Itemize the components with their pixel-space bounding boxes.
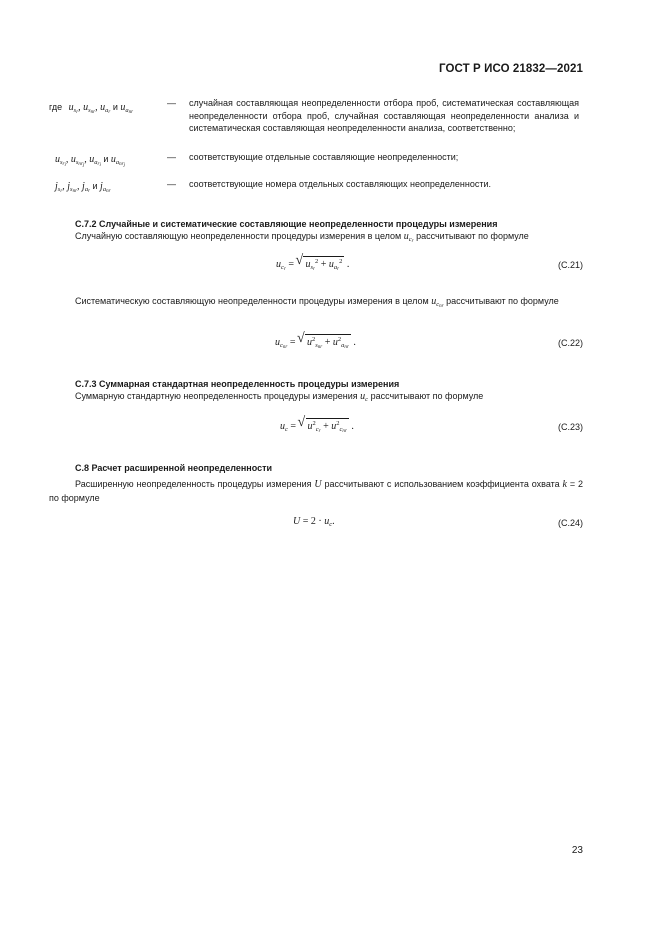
para-c73: Суммарную стандартную неопределенность процедуры измерения $u_c$ рассчитывают по формуле <box>75 391 484 403</box>
equation-number-c22: (C.22) <box>557 338 583 348</box>
def-text-3: соответствующие номера отдельных составляющих неопределенности. <box>189 179 491 189</box>
def-dash-2: — <box>167 152 176 162</box>
heading-c72: С.7.2 Случайные и систематические составляющие неопределенности процедуры измерения <box>75 219 498 229</box>
standard-header: ГОСТ Р ИСО 21832—2021 <box>438 63 583 75</box>
equation-number-c21: (C.21) <box>557 260 583 270</box>
where-word: где <box>49 102 63 112</box>
equation-c23: $u_c$ = √ $u^2_{c_r} + u^2_{c_{nr}}$ . <box>280 415 354 434</box>
para-c72-1: Случайную составляющую неопределенности процедуры измерения в целом $u_{c_r}$ рассчитывают по формуле <box>75 231 529 244</box>
equation-c21: $u_{c_r}$ = √ $u_{s_r}^2 + u_{a_r}^2$ . <box>276 253 350 272</box>
equation-number-c23: (C.23) <box>557 422 583 432</box>
def-dash-3: — <box>167 179 176 189</box>
equation-c22: $u_{c_{nr}}$ = √ $u^2_{s_{nr}} + u^2_{a_{nr}}$ . <box>275 331 356 350</box>
def-text-2: соответствующие отдельные составляющие неопределенности; <box>189 152 459 162</box>
equation-number-c24: (C.24) <box>557 518 583 528</box>
para-c72-2: Систематическую составляющую неопределенности процедуры измерения в целом $u_{c_{nr}}$ рассчитывают по формуле <box>75 296 559 309</box>
where-label <box>49 101 133 120</box>
symbols-1: $u_{s_r}$, $u_{s_{nr}}$, $u_{a_r}$ и $u_{a_{nr}}$ <box>68 102 134 115</box>
heading-c8: С.8 Расчет расширенной неопределенности <box>75 463 273 473</box>
def-dash-1: — <box>167 98 176 108</box>
def-text-1: случайная составляющая неопределенности отбора проб, систематическая составляющая неопределенности отбора проб, случайная составляющая неопределенности анализа и систематическая составляющая неопределенности анализа, соответственно; <box>189 98 579 134</box>
symbols-2: $u_{s_{r_i}}$, $u_{s_{nr_j}}$, $u_{a_{r_i}}$ и $u_{a_{nr_j}}$ <box>55 154 125 168</box>
equation-c24: $U = 2 \cdot u_c$. <box>293 516 335 528</box>
heading-c73: С.7.3 Суммарная стандартная неопределенность процедуры измерения <box>75 379 400 389</box>
symbols-3: $j_{s_r}$, $j_{s_{nr}}$, $j_{a_r}$ и $j_{a_{nr}}$ <box>55 181 111 194</box>
page-number: 23 <box>571 845 583 856</box>
para-c8: Расширенную неопределенность процедуры измерения U рассчитывают с использованием коэффициента охвата k = 2 по формуле <box>49 479 583 503</box>
